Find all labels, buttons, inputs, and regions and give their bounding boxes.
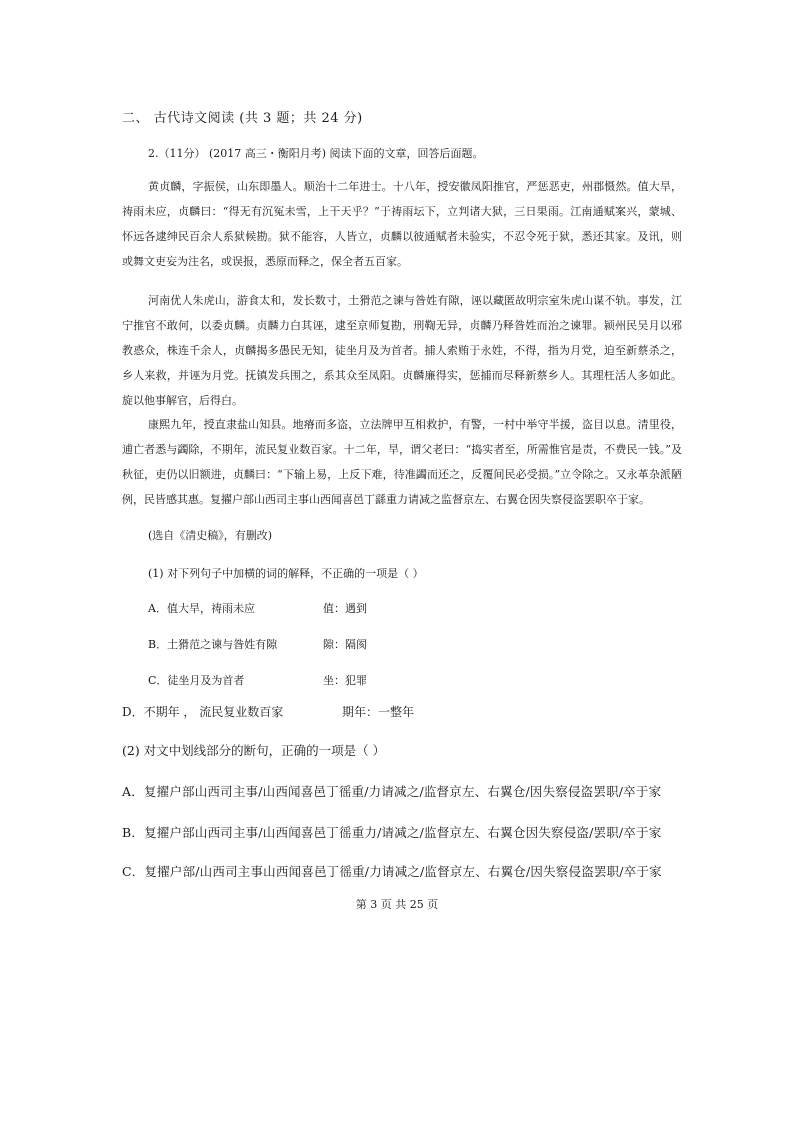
subquestion-2-option-c: C．复擢户部/山西司主事山西闻喜邑丁徭重/力请减之/监督京左、右翼仓/因失察侵盗罢职/卒于家 xyxy=(122,864,662,879)
option-gloss: 隙：隔阂 xyxy=(323,638,367,651)
subquestion-1-option-d xyxy=(122,703,415,720)
option-gloss: 坐：犯罪 xyxy=(323,674,367,687)
subquestion-1-prompt: (1) 对下列句子中加横的词的解释，不正确的一项是（ ） xyxy=(148,567,424,580)
option-sentence: D．不期年 ， 流民复业数百家 xyxy=(122,705,284,719)
subquestion-2-option-a: A．复擢户部山西司主事/山西闻喜邑丁徭重/力请减之/监督京左、右翼仓/因失察侵盗罢职/卒于家 xyxy=(122,784,662,799)
option-sentence: B．土猾范之谏与昝姓有隙 xyxy=(148,638,278,651)
subquestion-1-option-b xyxy=(148,636,367,652)
passage-paragraph: 康熙九年，授直隶盐山知县。地瘠而多盗，立法牌甲互相救护，有警，一村中举守半援，盗目以息。清里役，逋亡者悉与蠲除，不期年，流民复业数百家。十二年，旱，谓父老曰：“捣实者至，所需惟官是责，不费民一钱。”及秋征，吏仍以旧额进，贞麟曰：“下输上易，上反下难，待准蠲而还之，反覆间民必受损。”立令除之。又永革杂派陋例，民皆感其惠。复擢户部山西司主事山西闻喜邑丁繇重力请减之监督京左、右翼仓因失察侵盗罢职卒于家。 xyxy=(122,418,682,506)
option-sentence: C．徒坐月及为首者 xyxy=(148,674,245,687)
subquestion-2-option-b: B．复擢户部山西司主事/山西闻喜邑丁徭重力/请减之/监督京左、右翼仓因失察侵盗/罢职/卒于家 xyxy=(122,825,662,840)
passage-paragraph: 河南优人朱虎山，游食太和，发长数寸，土猾范之谏与昝姓有隙，诬以藏匿故明宗室朱虎山谋不轨。事发，江宁推官不敢何，以委贞麟。贞麟力白其诬，逮至京师复勘，刑鞫无异，贞麟乃释昝姓而治之谏罪。颍州民吴月以邪教惑众，株连千余人，贞麟揭多愚民无知，徒坐月及为首者。捕人索贿于永姓，不得，指为月党，迫至新蔡杀之，乡人来救，并诬为月党。抚镇发兵围之，系其众至凤阳。贞麟廉得实，惩捕而尽释新蔡乡人。其理枉活人多如此。旋以他事解官，后得白。 xyxy=(122,294,682,407)
subquestion-2-prompt: (2) 对文中划线部分的断句，正确的一项是（ ） xyxy=(122,743,386,758)
question-header: 2.（11分） (2017 高三・衡阳月考) 阅读下面的文章，回答后面题。 xyxy=(148,147,484,160)
option-gloss: 值：遇到 xyxy=(323,602,367,615)
section-title: 二、 古代诗文阅读 (共 3 题；共 24 分) xyxy=(122,111,363,126)
subquestion-1-option-a xyxy=(148,600,367,616)
option-sentence: A．值大旱，祷雨未应 xyxy=(148,602,255,615)
source-note: (选自《清史稿》，有删改) xyxy=(148,529,273,542)
subquestion-1-option-c xyxy=(148,672,367,688)
page-footer: 第 3 页 共 25 页 xyxy=(355,898,439,911)
passage-paragraph: 黄贞麟，字振侯，山东即墨人。顺治十二年进士。十八年，授安徽凤阳推官，严惩恶吏，州郡慑然。值大旱，祷雨未应，贞麟曰：“得无有沉冤未雪，上干天乎？”于祷雨坛下，立判诸大狱，三日果雨。江南通赋案兴，蒙城、怀远各逮绅民百余人系狱候勘。狱不能容，人皆立，贞麟以彼通赋者未验实，不忍令死于狱，悉还其家。及讯，则或舞文吏妄为注名，或误报，悉原而释之，保全者五百家。 xyxy=(122,180,682,268)
option-gloss: 期年：一整年 xyxy=(342,705,415,719)
